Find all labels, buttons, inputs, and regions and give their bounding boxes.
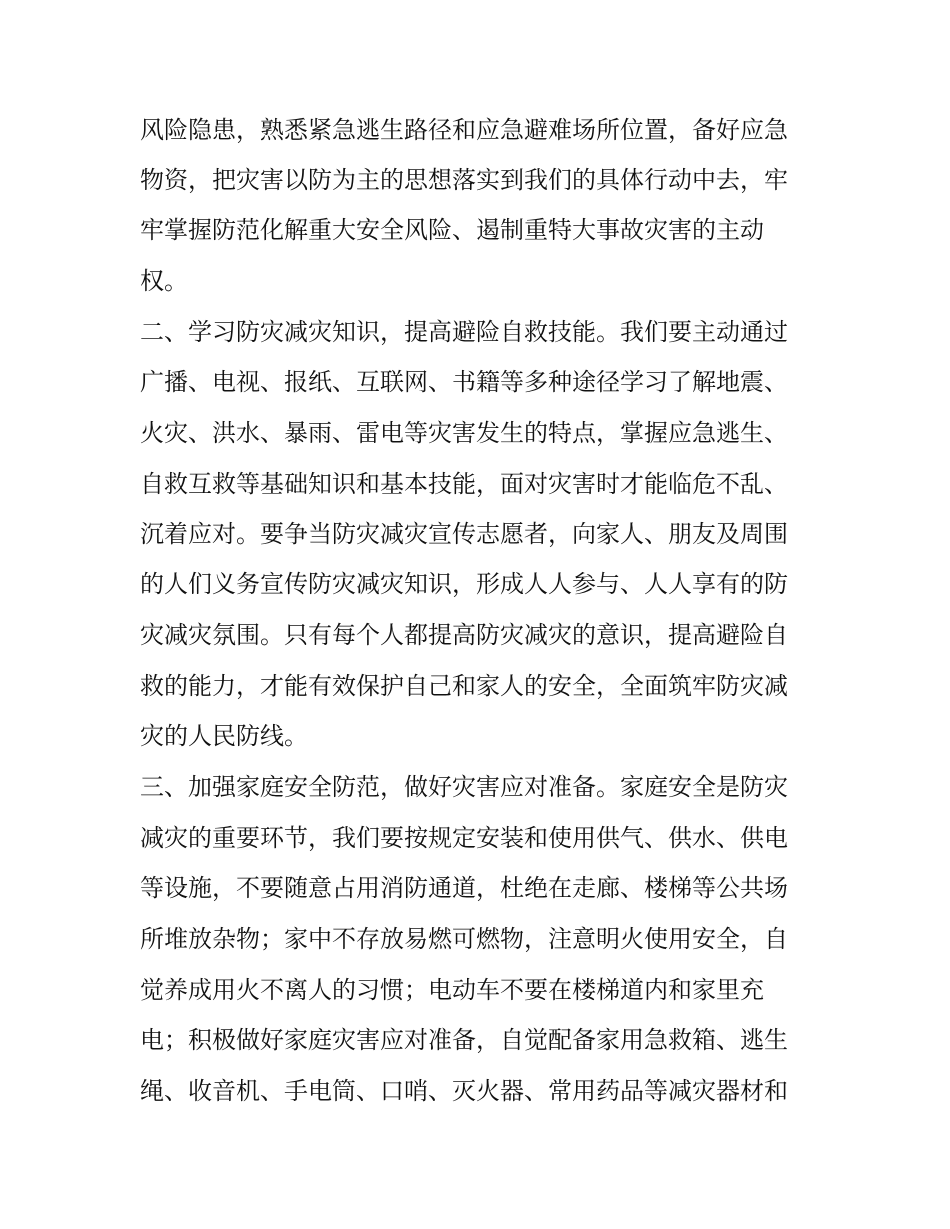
text-line: 灾的人民防线。	[140, 722, 308, 750]
text-line: 广播、电视、报纸、互联网、书籍等多种途径学习了解地震、	[140, 368, 788, 396]
text-line: 风险隐患，熟悉紧急逃生路径和应急避难场所位置，备好应急	[140, 116, 788, 144]
text-line: 物资，把灾害以防为主的思想落实到我们的具体行动中去，牢	[140, 166, 788, 194]
text-line: 牢掌握防范化解重大安全风险、遏制重特大事故灾害的主动	[140, 216, 764, 244]
text-line: 灾减灾氛围。只有每个人都提高防灾减灾的意识，提高避险自	[140, 621, 788, 649]
text-line: 火灾、洪水、暴雨、雷电等灾害发生的特点，掌握应急逃生、	[140, 419, 788, 447]
text-line: 权。	[140, 267, 188, 295]
text-line: 绳、收音机、手电筒、口哨、灭火器、常用药品等减灾器材和	[140, 1077, 788, 1105]
text-line: 觉养成用火不离人的习惯；电动车不要在楼梯道内和家里充	[140, 976, 764, 1004]
text-line: 减灾的重要环节，我们要按规定安装和使用供气、供水、供电	[140, 824, 788, 852]
section-2-first-line: 二、学习防灾减灾知识，提高避险自救技能。我们要主动通过	[140, 318, 788, 346]
text-line: 的人们义务宣传防灾减灾知识，形成人人参与、人人享有的防	[140, 570, 788, 598]
section-3-first-line: 三、加强家庭安全防范，做好灾害应对准备。家庭安全是防灾	[140, 773, 788, 801]
text-line: 等设施，不要随意占用消防通道，杜绝在走廊、楼梯等公共场	[140, 874, 788, 902]
text-line: 沉着应对。要争当防灾减灾宣传志愿者，向家人、朋友及周围	[140, 520, 788, 548]
text-line: 所堆放杂物；家中不存放易燃可燃物，注意明火使用安全，自	[140, 925, 788, 953]
text-line: 自救互救等基础知识和基本技能，面对灾害时才能临危不乱、	[140, 470, 788, 498]
text-line: 电；积极做好家庭灾害应对准备，自觉配备家用急救箱、逃生	[140, 1026, 788, 1054]
text-line: 救的能力，才能有效保护自己和家人的安全，全面筑牢防灾减	[140, 672, 788, 700]
